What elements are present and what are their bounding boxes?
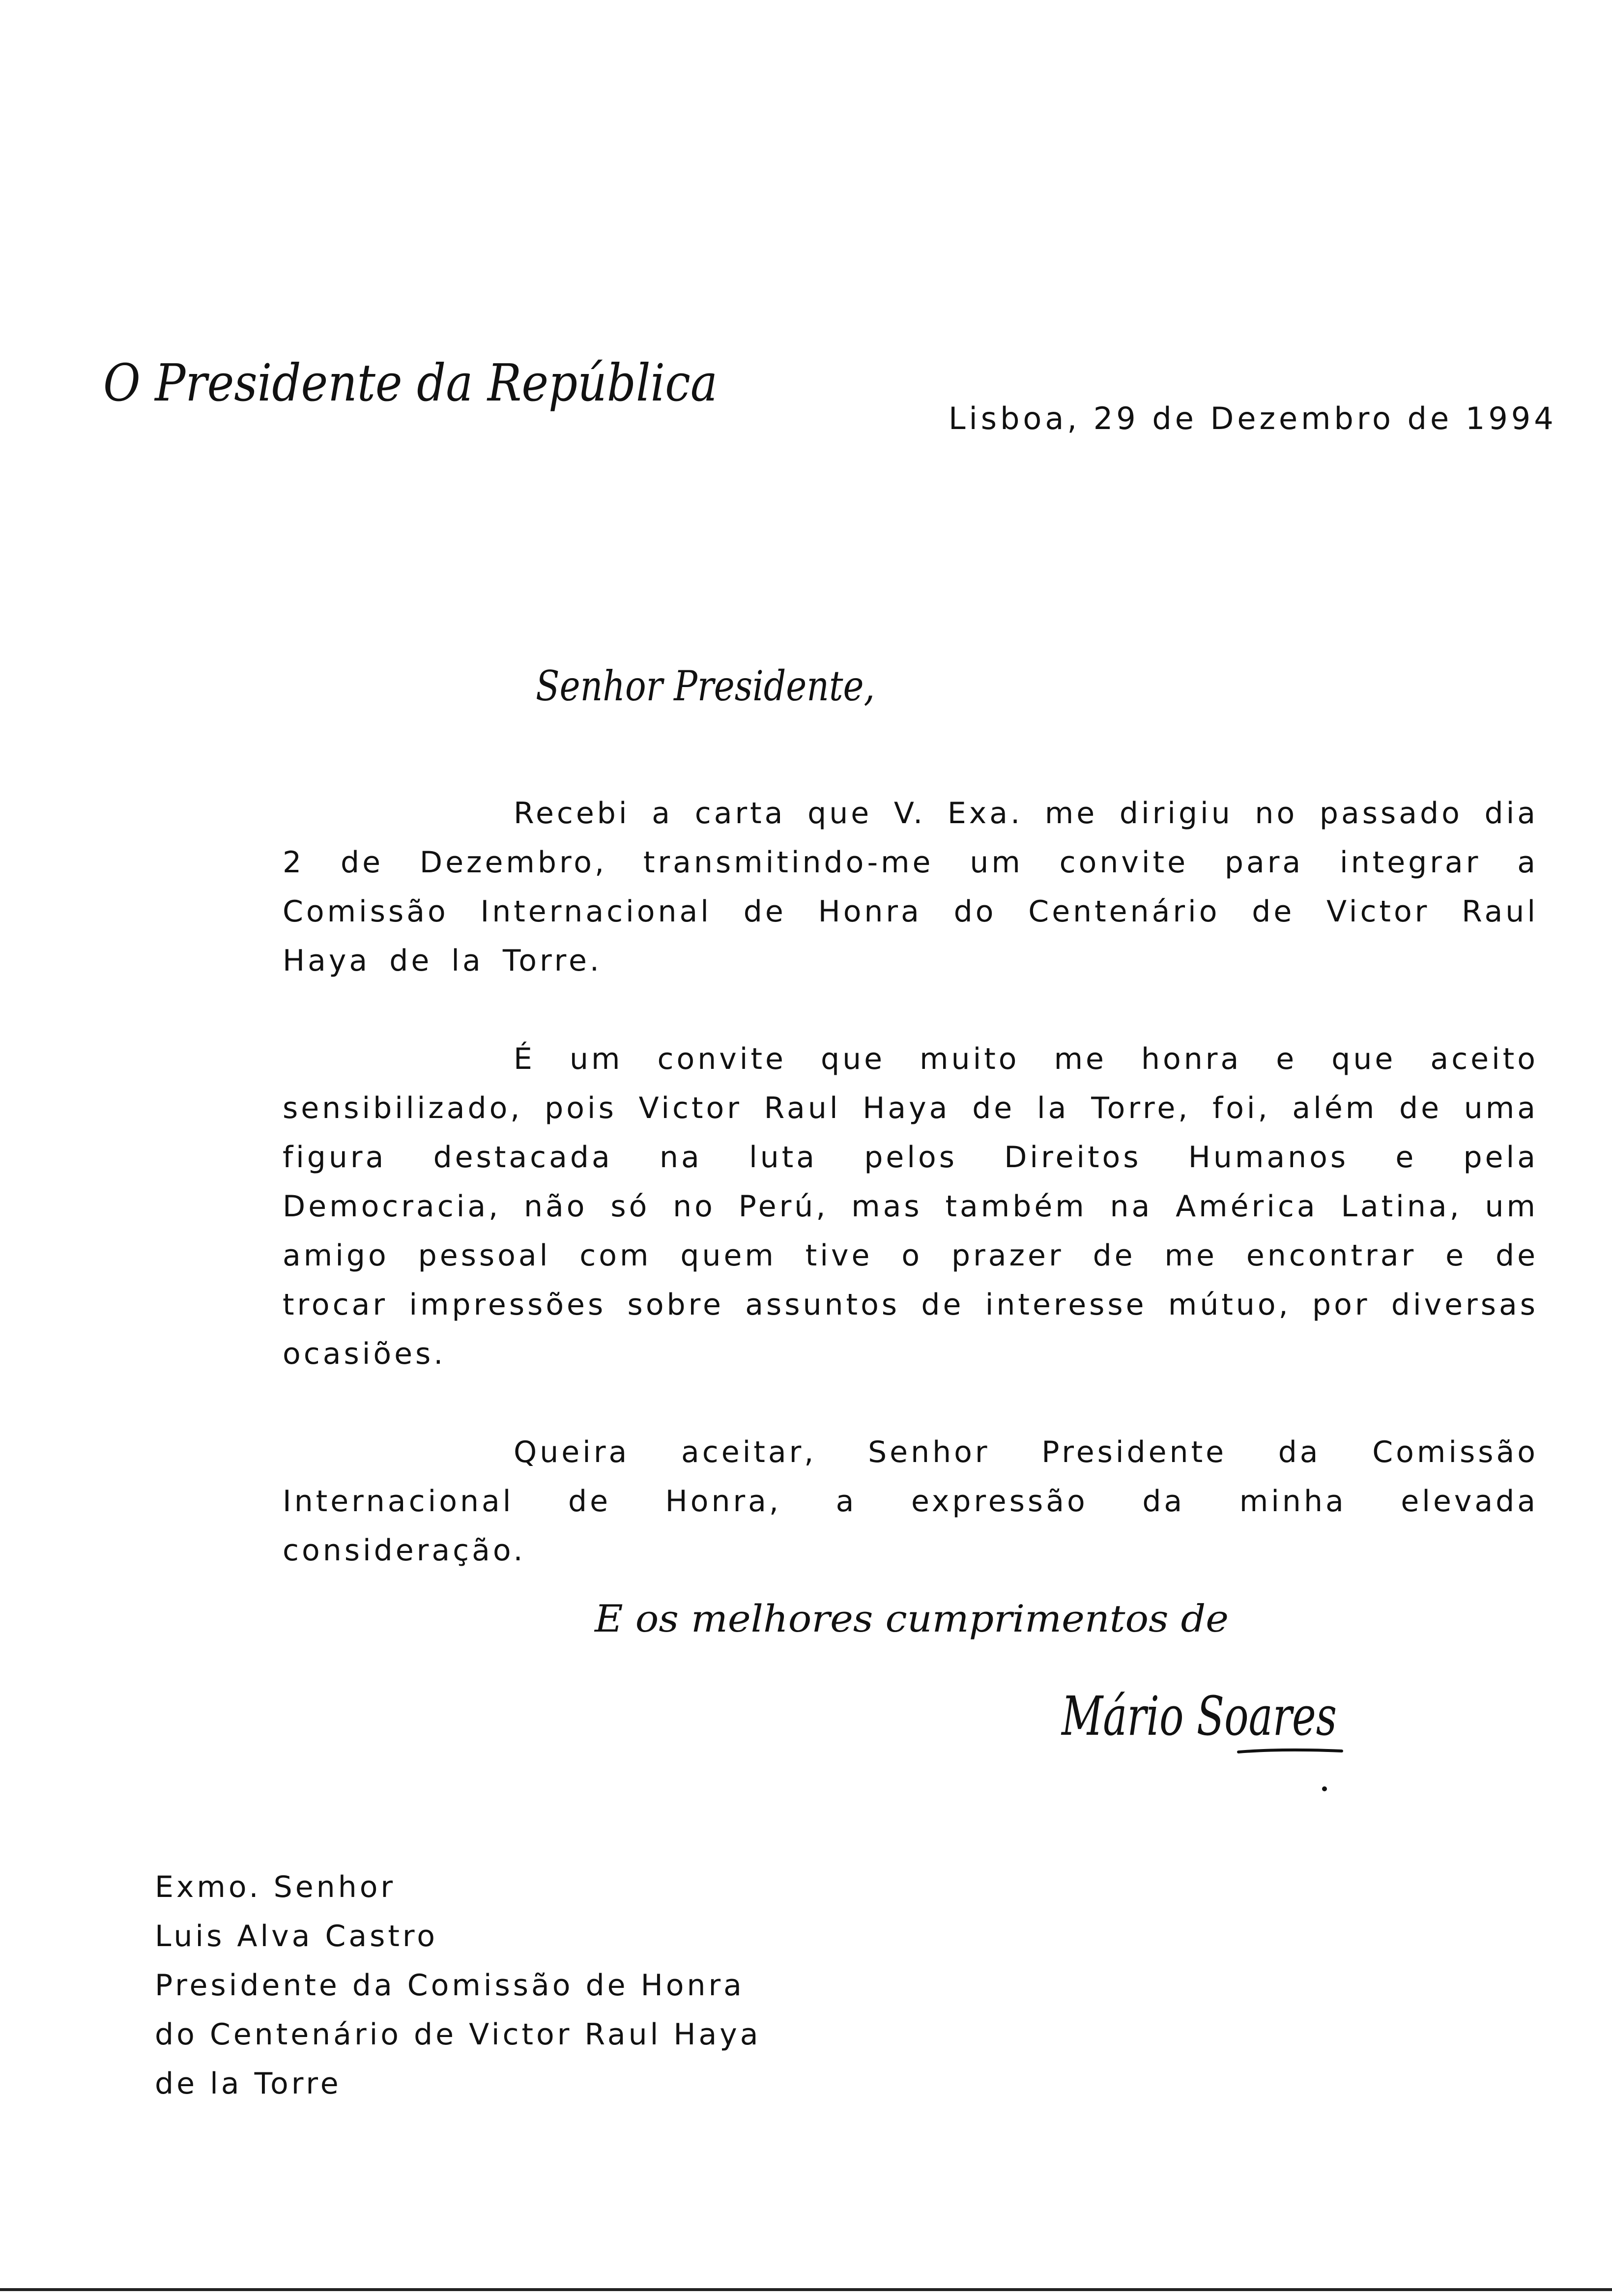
body-paragraph-2: [283, 1034, 1538, 1378]
signature-underline: [1238, 1750, 1342, 1752]
handwritten-salutation: [536, 644, 880, 722]
address-line-2: Luis Alva Castro: [155, 1919, 438, 1953]
signature-dot: [1322, 1786, 1327, 1791]
salutation-text: Senhor Presidente,: [536, 662, 875, 710]
body-paragraph-3: [283, 1428, 1538, 1575]
recipient-address: [155, 1863, 761, 2108]
letterhead-text: O Presidente da República: [103, 353, 718, 413]
address-line-1: Exmo. Senhor: [155, 1870, 396, 1904]
date-line: Lisboa, 29 de Dezembro de 1994: [949, 401, 1557, 436]
address-line-3: Presidente da Comissão de Honra: [155, 1968, 745, 2003]
signature: [1057, 1651, 1352, 1794]
address-line-4: do Centenário de Victor Raul Haya: [155, 2017, 761, 2052]
paragraph-2-text: É um convite que muito me honra e que aceito sensibilizado, pois Victor Raul Haya de la Torre, foi, além de uma figura destacada na luta pelos Direitos Humanos e pela Democracia, não só no Perú, mas também na América Latina, um amigo pessoal com quem tive o prazer de me encontrar e de trocar impressões sobre assuntos de interesse mútuo, por diversas ocasiões.: [283, 1042, 1538, 1371]
handwritten-closing: [595, 1582, 1234, 1651]
paragraph-1-text: Recebi a carta que V. Exa. me dirigiu no passado dia 2 de Dezembro, transmitindo-me um convite para integrar a Comissão Internacional de Honra do Centenário de Victor Raul Haya de la Torre.: [283, 796, 1538, 978]
signature-text: Mário Soares: [1061, 1685, 1337, 1748]
letterhead: [103, 344, 722, 428]
address-line-5: de la Torre: [155, 2066, 342, 2101]
paragraph-3-text: Queira aceitar, Senhor Presidente da Comissão Internacional de Honra, a expressão da minha elevada consideração.: [283, 1435, 1538, 1568]
bottom-scan-edge: [0, 2288, 1612, 2291]
body-paragraph-1: [283, 789, 1538, 985]
closing-text: E os melhores cumprimentos de: [593, 1597, 1229, 1640]
